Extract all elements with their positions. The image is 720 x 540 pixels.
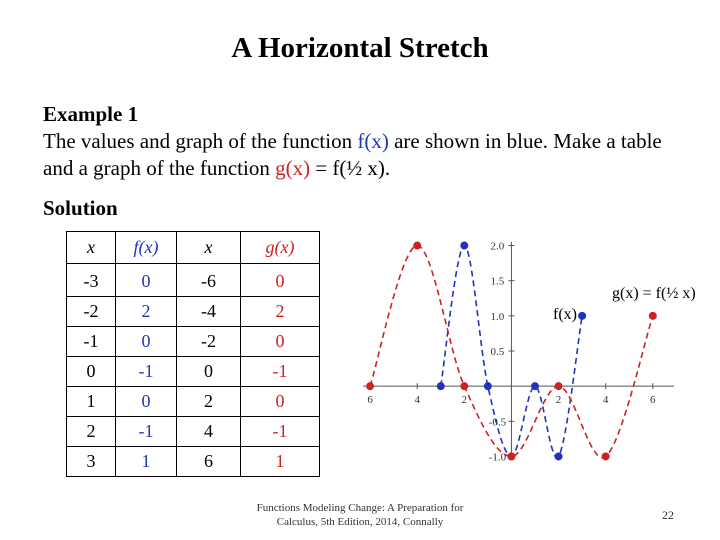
g-point bbox=[507, 452, 515, 460]
g-point bbox=[555, 382, 563, 390]
cell-gx: 2 bbox=[241, 297, 320, 327]
table-row bbox=[67, 357, 320, 387]
x-tick-label: 4 bbox=[414, 394, 420, 407]
cell-x2: 0 bbox=[177, 357, 241, 387]
cell-x2: 4 bbox=[177, 417, 241, 447]
header-fx: f(x) bbox=[116, 232, 177, 264]
header-x: x bbox=[67, 232, 116, 264]
cell-fx: 2 bbox=[116, 297, 177, 327]
header-gx: g(x) bbox=[241, 232, 320, 264]
graph-axes bbox=[363, 242, 674, 460]
cell-gx: -1 bbox=[241, 417, 320, 447]
x-tick-label: 2 bbox=[461, 394, 468, 407]
cell-x: -2 bbox=[67, 297, 116, 327]
cell-x2: -2 bbox=[177, 327, 241, 357]
cell-x: 1 bbox=[67, 387, 116, 417]
cell-x: -1 bbox=[67, 327, 116, 357]
x-tick-label: 4 bbox=[602, 394, 609, 407]
table-row bbox=[67, 417, 320, 447]
cell-gx: 0 bbox=[241, 264, 320, 297]
y-tick-label: 2.0 bbox=[490, 240, 505, 253]
table-row bbox=[67, 327, 320, 357]
f-point bbox=[484, 382, 492, 390]
cell-gx: 0 bbox=[241, 327, 320, 357]
f-name: f(x) bbox=[357, 129, 389, 153]
cell-x2: -4 bbox=[177, 297, 241, 327]
cell-x2: 6 bbox=[177, 447, 241, 477]
f-point bbox=[555, 452, 563, 460]
g-point bbox=[366, 382, 374, 390]
cell-fx: 1 bbox=[116, 447, 177, 477]
cell-x: -3 bbox=[67, 264, 116, 297]
cell-fx: 0 bbox=[116, 387, 177, 417]
table-row bbox=[67, 387, 320, 417]
g-point bbox=[413, 242, 421, 250]
cell-gx: 1 bbox=[241, 447, 320, 477]
y-tick-label: -1.0 bbox=[488, 451, 507, 464]
g-curve-label: g(x) = f(½ x) bbox=[612, 285, 696, 302]
page-number: 22 bbox=[662, 508, 674, 522]
x-tick-label: 2 bbox=[555, 394, 562, 407]
text-b: are shown in blue. Make a table and a graph of the function bbox=[43, 129, 662, 180]
table-row bbox=[67, 264, 320, 297]
values-table bbox=[66, 231, 320, 477]
f-point bbox=[531, 382, 539, 390]
x-tick-label: 6 bbox=[650, 394, 656, 407]
g-point bbox=[602, 452, 610, 460]
cell-x: 0 bbox=[67, 357, 116, 387]
cell-fx: 0 bbox=[116, 327, 177, 357]
table-row bbox=[67, 447, 320, 477]
x-tick-label: 6 bbox=[367, 394, 373, 407]
cell-x: 3 bbox=[67, 447, 116, 477]
f-point bbox=[460, 242, 468, 250]
slide-title: A Horizontal Stretch bbox=[231, 32, 489, 64]
solution-label: Solution bbox=[43, 196, 118, 220]
function-graph bbox=[355, 232, 680, 472]
g-point bbox=[460, 382, 468, 390]
example-label: Example 1 bbox=[43, 102, 139, 126]
table-row bbox=[67, 297, 320, 327]
header-x2: x bbox=[177, 232, 241, 264]
cell-x2: -6 bbox=[177, 264, 241, 297]
example-text bbox=[43, 101, 693, 182]
y-tick-label: 0.5 bbox=[490, 346, 505, 358]
y-tick-label: -0.5 bbox=[488, 416, 507, 429]
cell-gx: 0 bbox=[241, 387, 320, 417]
f-point bbox=[437, 382, 445, 390]
g-point bbox=[649, 312, 657, 320]
f-curve-label: f(x) bbox=[553, 306, 577, 323]
g-name: g(x) bbox=[275, 156, 311, 180]
table-header-row bbox=[67, 232, 320, 264]
table-body bbox=[67, 264, 320, 477]
cell-fx: -1 bbox=[116, 417, 177, 447]
y-tick-label: 1.0 bbox=[490, 310, 505, 323]
y-tick-label: 1.5 bbox=[490, 275, 505, 288]
cell-fx: 0 bbox=[116, 264, 177, 297]
cell-x2: 2 bbox=[177, 387, 241, 417]
cell-fx: -1 bbox=[116, 357, 177, 387]
cell-gx: -1 bbox=[241, 357, 320, 387]
text-a: The values and graph of the function bbox=[43, 129, 358, 153]
footer-citation: Functions Modeling Change: A Preparation for Calculus, 5th Edition, 2014, Connally bbox=[256, 502, 464, 528]
f-point bbox=[578, 312, 586, 320]
example-body bbox=[43, 128, 693, 182]
cell-x: 2 bbox=[67, 417, 116, 447]
text-c: = f(½ x). bbox=[310, 156, 391, 180]
